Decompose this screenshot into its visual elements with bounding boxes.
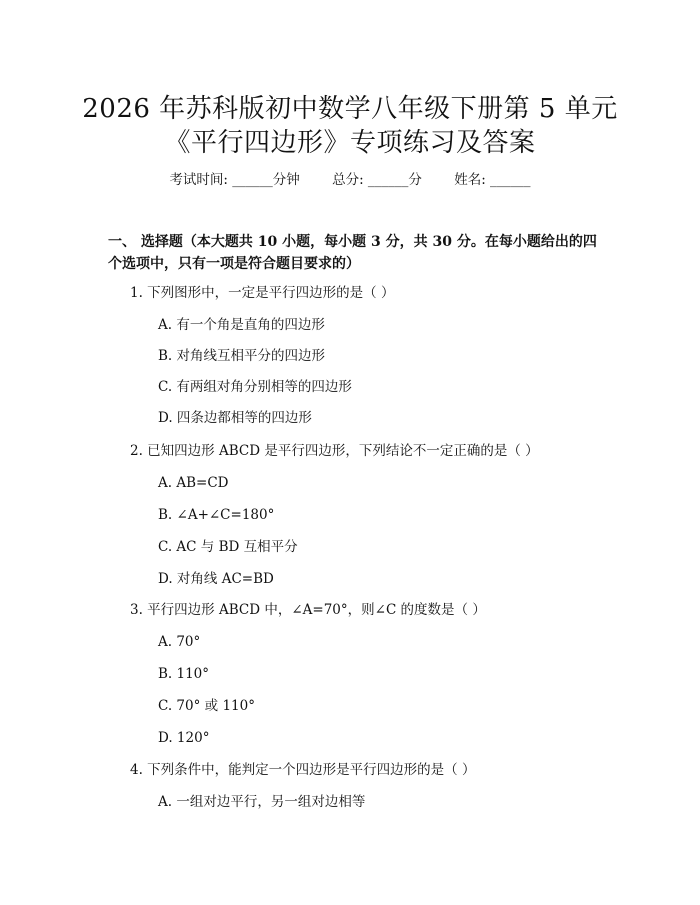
exam-time-field: 考试时间: ______分钟 [169, 172, 300, 188]
question-4-option-a: A. 一组对边平行，另一组对边相等 [158, 794, 366, 810]
exam-info-row [0, 168, 700, 188]
question-1: 1. 下列图形中，一定是平行四边形的是（ ） [130, 285, 395, 301]
question-2-option-c: C. AC 与 BD 互相平分 [158, 539, 298, 555]
question-2-option-d: D. 对角线 AC=BD [158, 571, 274, 587]
question-2-option-b: B. ∠A+∠C=180° [158, 507, 275, 523]
document-title-line-1: 2026 年苏科版初中数学八年级下册第 5 单元 [82, 94, 618, 124]
question-4: 4. 下列条件中，能判定一个四边形是平行四边形的是（ ） [130, 762, 476, 778]
question-3: 3. 平行四边形 ABCD 中，∠A=70°，则∠C 的度数是（ ） [130, 602, 486, 618]
question-2-option-a: A. AB=CD [158, 475, 229, 491]
question-1-option-a: A. 有一个角是直角的四边形 [158, 317, 325, 333]
question-1-option-b: B. 对角线互相平分的四边形 [158, 348, 326, 364]
question-1-option-c: C. 有两组对角分别相等的四边形 [158, 379, 352, 395]
question-3-option-d: D. 120° [158, 730, 210, 746]
question-1-option-d: D. 四条边都相等的四边形 [158, 410, 312, 426]
question-3-option-b: B. 110° [158, 666, 210, 682]
question-3-option-c: C. 70° 或 110° [158, 698, 255, 714]
question-2: 2. 已知四边形 ABCD 是平行四边形，下列结论不一定正确的是（ ） [130, 443, 539, 459]
total-score-field: 总分: ______分 [332, 172, 422, 188]
student-name-field: 姓名: ______ [454, 172, 531, 188]
document-title-line-2: 《平行四边形》专项练习及答案 [164, 128, 536, 158]
question-3-option-a: A. 70° [158, 634, 201, 650]
section-heading: 一、 选择题（本大题共 10 小题，每小题 3 分，共 30 分。在每小题给出的四个选项中，只有一项是符合题目要求的） [108, 234, 597, 272]
